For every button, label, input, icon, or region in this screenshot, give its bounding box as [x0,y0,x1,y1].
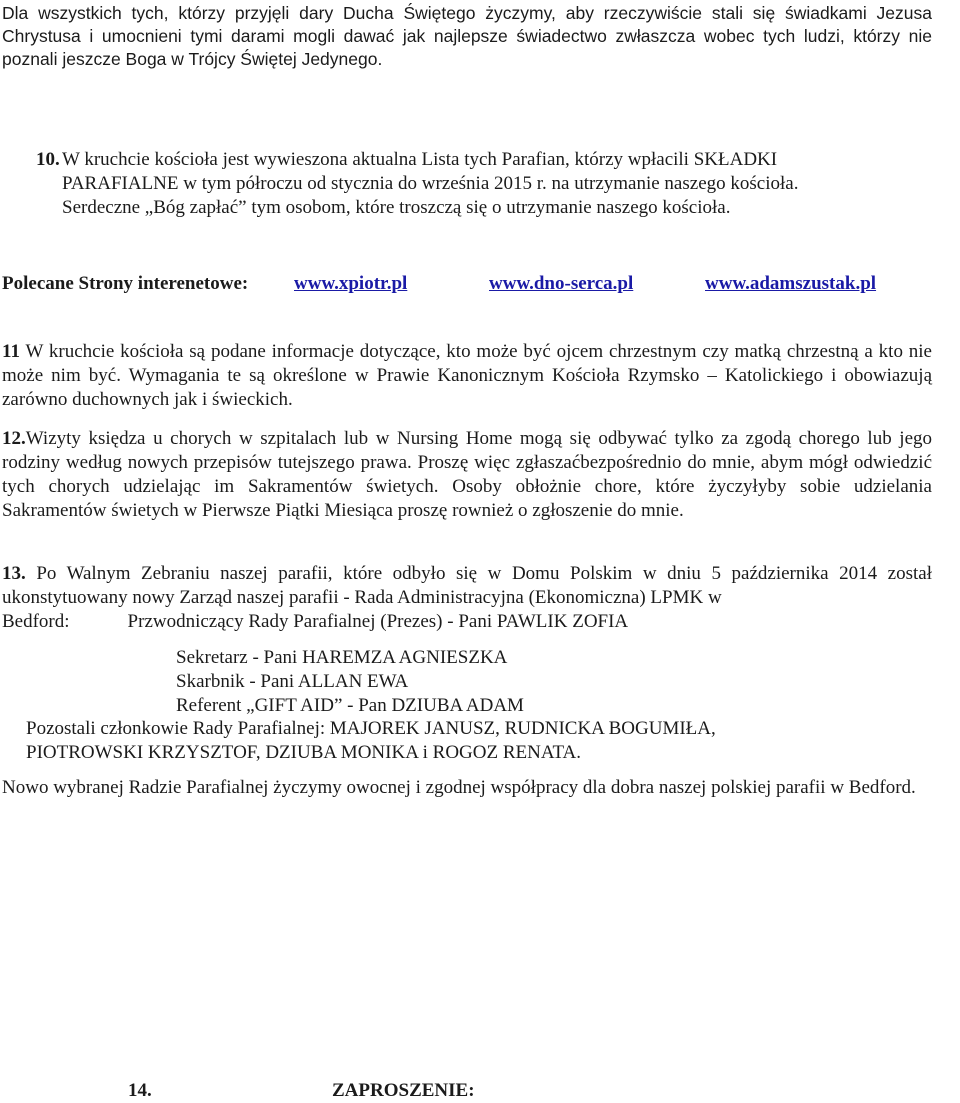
item-10-line-3: Serdeczne „Bóg zapłać” tym osobom, które troszczą się o utrzymanie naszego kościoła. [62,197,731,218]
link-xpiotr[interactable]: www.xpiotr.pl [294,273,408,294]
other-members-line-1: Pozostali członkowie Rady Parafialnej: MAJOREK JANUSZ, RUDNICKA BOGUMIŁA, [26,718,716,739]
item-10-line-1: W kruchcie kościoła jest wywieszona aktualna Lista tych Parafian, którzy wpłacili SKŁADKI [62,149,778,170]
item-14-title: ZAPROSZENIE: [332,1080,475,1101]
item-11-number: 11 [2,341,20,362]
other-members-line-2: PIOTROWSKI KRZYSZTOF, DZIUBA MONIKA i ROGOZ RENATA. [26,742,582,763]
item-10-number: 10. [36,149,60,170]
item-10 [36,148,930,220]
item-11 [2,340,932,412]
item-13 [2,562,932,634]
link-dno-serca[interactable]: www.dno-serca.pl [489,273,634,294]
item-10-line-2: PARAFIALNE w tym półroczu od stycznia do września 2015 r. na utrzymanie naszego kościoła. [62,173,799,194]
board-gift-aid-referent: Referent „GIFT AID” - Pan DZIUBA ADAM [176,695,524,716]
recommended-sites [2,272,932,296]
item-13-number: 13. [2,563,26,584]
recommended-sites-label: Polecane Strony interenetowe: [2,273,249,294]
board-members-list [176,646,524,718]
item-14-number: 14. [128,1080,152,1101]
item-13-bedford: Bedford: [2,611,70,632]
paragraph-pentecost-wishes: Dla wszystkich tych, którzy przyjęli dary Ducha Świętego życzymy, aby rzeczywiście stali się świadkami Jezusa Chrystusa i umocnieni tymi darami mogli dawać jak najlepsze świadectwo zwłaszcza wobec tych ludzi, którzy nie poznali jeszcze Boga w Trójcy Świętej Jedynego. [2,3,932,69]
item-13-text: Po Walnym Zebraniu naszej parafii, które odbyło się w Domu Polskim w dniu 5 października 2014 został ukonstytuowany nowy Zarząd naszej parafii - Rada Administracyjna (Ekonomiczna) LPMK w [2,563,932,608]
item-11-text: W kruchcie kościoła są podane informacje dotyczące, kto może być ojcem chrzestnym czy matką chrzestną a kto nie może nim być. Wymagania te są określone w Prawie Kanonicznym Kościoła Rzymsko – Katolickiego i obowiazują zarówno duchownych jak i świeckich. [2,341,932,410]
other-council-members [26,717,926,765]
item-12 [2,427,932,523]
link-adamszustak[interactable]: www.adamszustak.pl [705,273,877,294]
board-treasurer: Skarbnik - Pani ALLAN EWA [176,671,409,692]
item-13-chair-line [2,610,932,634]
item-12-text: Wizyty księdza u chorych w szpitalach lub w Nursing Home mogą się odbywać tylko za zgodą chorego lub jego rodziny według nowych przepisów tutejszego prawa. Proszę więc zgłaszaćbezpośrednio do mnie, abym mógł odwiedzić tych chorych udzielając im Sakramentów świetych. Osoby obłożnie chore, które życzyłyby sobie udzielania Sakramentów świetych w Pierwsze Piątki Miesiąca proszę rownież o zgłoszenie do mnie. [2,428,932,521]
item-12-number: 12. [2,428,26,449]
board-secretary: Sekretarz - Pani HAREMZA AGNIESZKA [176,647,508,668]
item-13-chair: Przwodniczący Rady Parafialnej (Prezes) - Pani PAWLIK ZOFIA [127,611,629,632]
closing-wishes: Nowo wybranej Radzie Parafialnej życzymy owocnej i zgodnej współpracy dla dobra naszej polskiej parafii w Bedford. [2,777,916,798]
